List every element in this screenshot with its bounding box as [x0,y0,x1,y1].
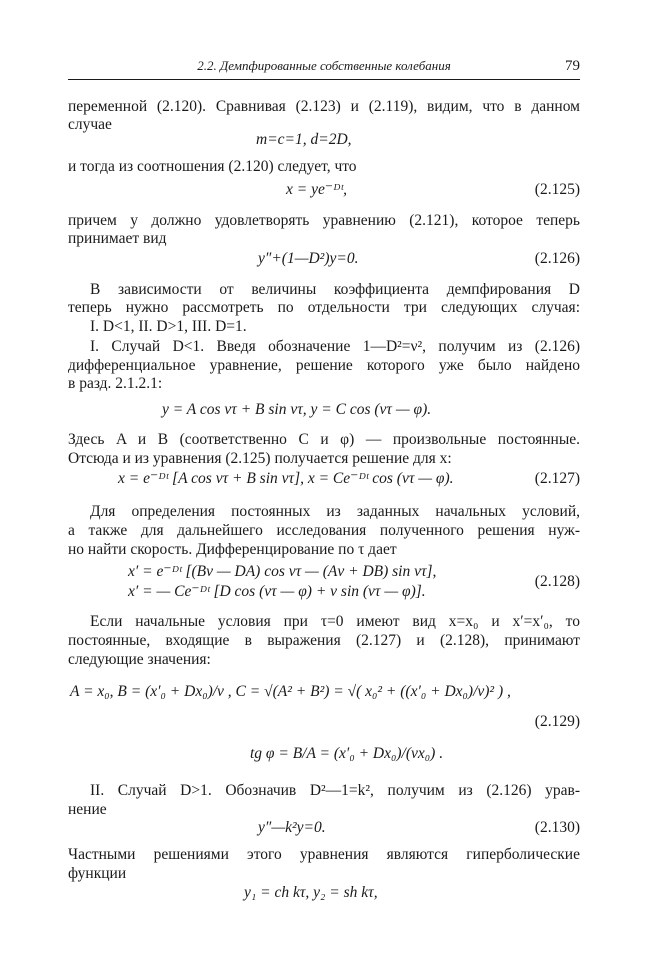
equation-number: (2.128) [534,573,580,590]
equation-2-129b: tg φ = B/A = (x′₀ + Dx₀)/(νx₀) . [250,745,444,762]
equation-y-solution: y = A cos ντ + B sin ντ, y = C cos (ντ — φ). [162,401,432,418]
equation-hyperbolic: y₁ = ch kτ, y₂ = sh kτ, [244,884,378,901]
text-line: функции [68,865,127,882]
text-line: а также для дальнейшего исследования полученного решения нуж- [68,522,580,539]
text-line: Здесь A и B (соответственно C и φ) — произвольные постоянные. [68,431,580,448]
text-line: случае [68,116,112,133]
text-line: В зависимости от величины коэффициента демпфирования D [90,281,580,298]
equation-2-130: y″—k²y=0. [258,819,326,836]
equation-2-128a: x′ = e⁻ᴰᵗ [(Bν — DA) cos ντ — (Aν + DB) sin ντ], [128,563,437,580]
text-line: теперь нужно рассмотреть по отдельности три следующих случая: [68,299,580,316]
page-number: 79 [565,58,580,74]
equation-2-128b: x′ = — Ce⁻ᴰᵗ [D cos (ντ — φ) + ν sin (ντ — φ)]. [128,583,426,600]
equation-2-126: y″+(1—D²)y=0. [258,250,359,267]
text-line: следующие значения: [68,651,211,668]
equation-2-125: x = ye⁻ᴰᵗ, [286,181,347,198]
equation-number: (2.126) [534,250,580,267]
equation-2-127: x = e⁻ᴰᵗ [A cos ντ + B sin ντ], x = Ce⁻ᴰᵗ cos (ντ — φ). [118,470,454,487]
text-line: Если начальные условия при τ=0 имеют вид x=x₀ и x′=x′₀, то [90,613,580,630]
text-line: но найти скорость. Дифференцирование по τ дает [68,541,397,558]
text-line: II. Случай D>1. Обозначив D²—1=k², получим из (2.126) урав- [90,782,580,799]
text-line: Для определения постоянных из заданных начальных условий, [90,503,580,520]
equation-number: (2.129) [534,713,580,730]
text-line: постоянные, входящие в выражения (2.127) и (2.128), принимают [68,632,580,649]
text-line: принимает вид [68,230,167,247]
text-line: причем y должно удовлетворять уравнению (2.121), которое теперь [68,212,580,229]
cases-line: I. D<1, II. D>1, III. D=1. [90,318,247,335]
text-line: переменной (2.120). Сравнивая (2.123) и (2.119), видим, что в данном [68,98,580,115]
text-line: I. Случай D<1. Введя обозначение 1—D²=ν², получим из (2.126) [90,338,580,355]
equation-number: (2.127) [534,470,580,487]
text-line: и тогда из соотношения (2.120) следует, что [68,158,357,175]
equation-number: (2.130) [534,819,580,836]
text-line: нение [68,801,107,818]
header-rule [68,79,580,80]
equation-2-129a: A = x₀, B = (x′₀ + Dx₀)/ν , C = √(A² + B²) = √( x₀² + ((x′₀ + Dx₀)/ν)² ) , [70,683,511,700]
text-line: Частными решениями этого уравнения являются гиперболические [68,846,580,863]
text-line: в разд. 2.1.2.1: [68,375,163,392]
equation-m-c-d: m=c=1, d=2D, [256,131,352,148]
text-line: Отсюда и из уравнения (2.125) получается решение для x: [68,450,452,467]
text-line: дифференциальное уравнение, решение которого уже было найдено [68,357,580,374]
page-header [68,58,580,76]
equation-number: (2.125) [534,181,580,198]
running-title: 2.2. Демпфированные собственные колебания [197,58,451,73]
